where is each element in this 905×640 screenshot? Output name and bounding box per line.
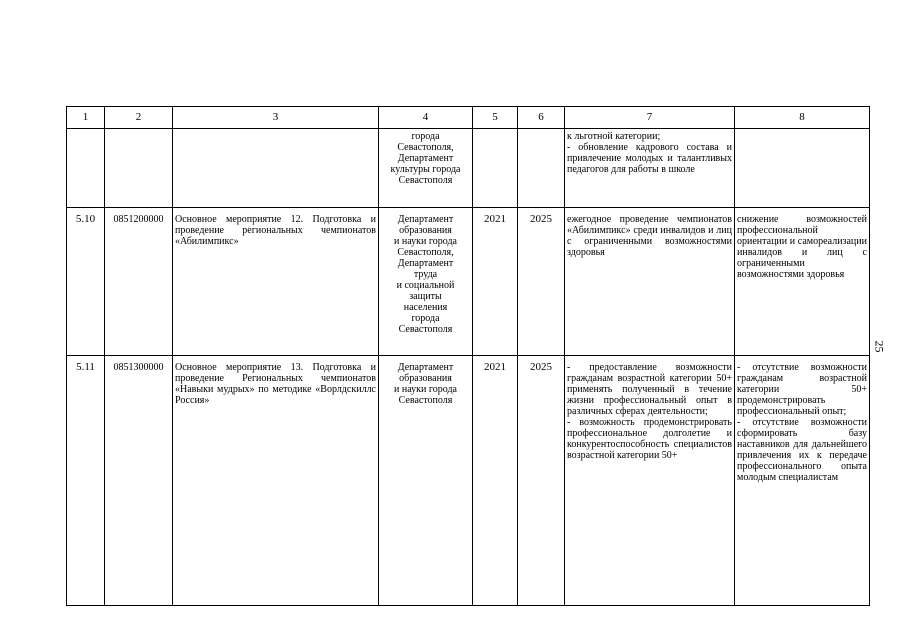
table-row	[67, 129, 870, 208]
expected-result: к льготной категории; - обновление кадрового состава и привлечение молодых и талантливых педагогов для работы в школе	[565, 129, 735, 208]
expected-result: - предоставление возможности гражданам возрастной категории 50+ применять полученный в течение жизни профессиональный опыт в различных сферах деятельности; - возможность продемонстрировать профессиональное долголетие и конкурентоспособность специалистов возрастной категории 50+	[565, 356, 735, 606]
start-year: 2021	[473, 208, 518, 356]
end-year: 2025	[518, 356, 565, 606]
header-col-2: 2	[105, 107, 173, 129]
measure-name	[173, 129, 379, 208]
measure-name: Основное мероприятие 12. Подготовка и проведение региональных чемпионатов «Абилимпикс»	[173, 208, 379, 356]
page-number: 25	[872, 340, 887, 353]
start-year: 2021	[473, 356, 518, 606]
budget-code	[105, 129, 173, 208]
end-year	[518, 129, 565, 208]
consequence: снижение возможностей профессиональной ориентации и самореализации инвалидов и лиц с ограниченными возможностями здоровья	[735, 208, 870, 356]
row-number: 5.10	[67, 208, 105, 356]
table-row	[67, 356, 870, 606]
budget-code: 0851200000	[105, 208, 173, 356]
row-number: 5.11	[67, 356, 105, 606]
consequence	[735, 129, 870, 208]
budget-code: 0851300000	[105, 356, 173, 606]
table-row	[67, 208, 870, 356]
header-col-8: 8	[735, 107, 870, 129]
header-col-5: 5	[473, 107, 518, 129]
header-col-1: 1	[67, 107, 105, 129]
header-row	[67, 107, 870, 129]
expected-result: ежегодное проведение чемпионатов «Абилимпикс» среди инвалидов и лиц с ограниченными возможностями здоровья	[565, 208, 735, 356]
consequence: - отсутствие возможности гражданам возрастной категории 50+ продемонстрировать профессиональный опыт; - отсутствие возможности сформировать базу наставников для дальнейшего привлечения их к передаче профессионального опыта молодым специалистам	[735, 356, 870, 606]
end-year: 2025	[518, 208, 565, 356]
executor: Департамент образования и науки города Севастополя, Департамент труда и социальной защиты населения города Севастополя	[379, 208, 473, 356]
start-year	[473, 129, 518, 208]
header-col-7: 7	[565, 107, 735, 129]
executor: города Севастополя, Департамент культуры города Севастополя	[379, 129, 473, 208]
header-col-6: 6	[518, 107, 565, 129]
header-col-4: 4	[379, 107, 473, 129]
measure-name: Основное мероприятие 13. Подготовка и проведение Региональных чемпионатов «Навыки мудрых» по методике «Ворлдскиллс Россия»	[173, 356, 379, 606]
program-table	[66, 106, 870, 606]
row-number	[67, 129, 105, 208]
executor: Департамент образования и науки города Севастополя	[379, 356, 473, 606]
header-col-3: 3	[173, 107, 379, 129]
